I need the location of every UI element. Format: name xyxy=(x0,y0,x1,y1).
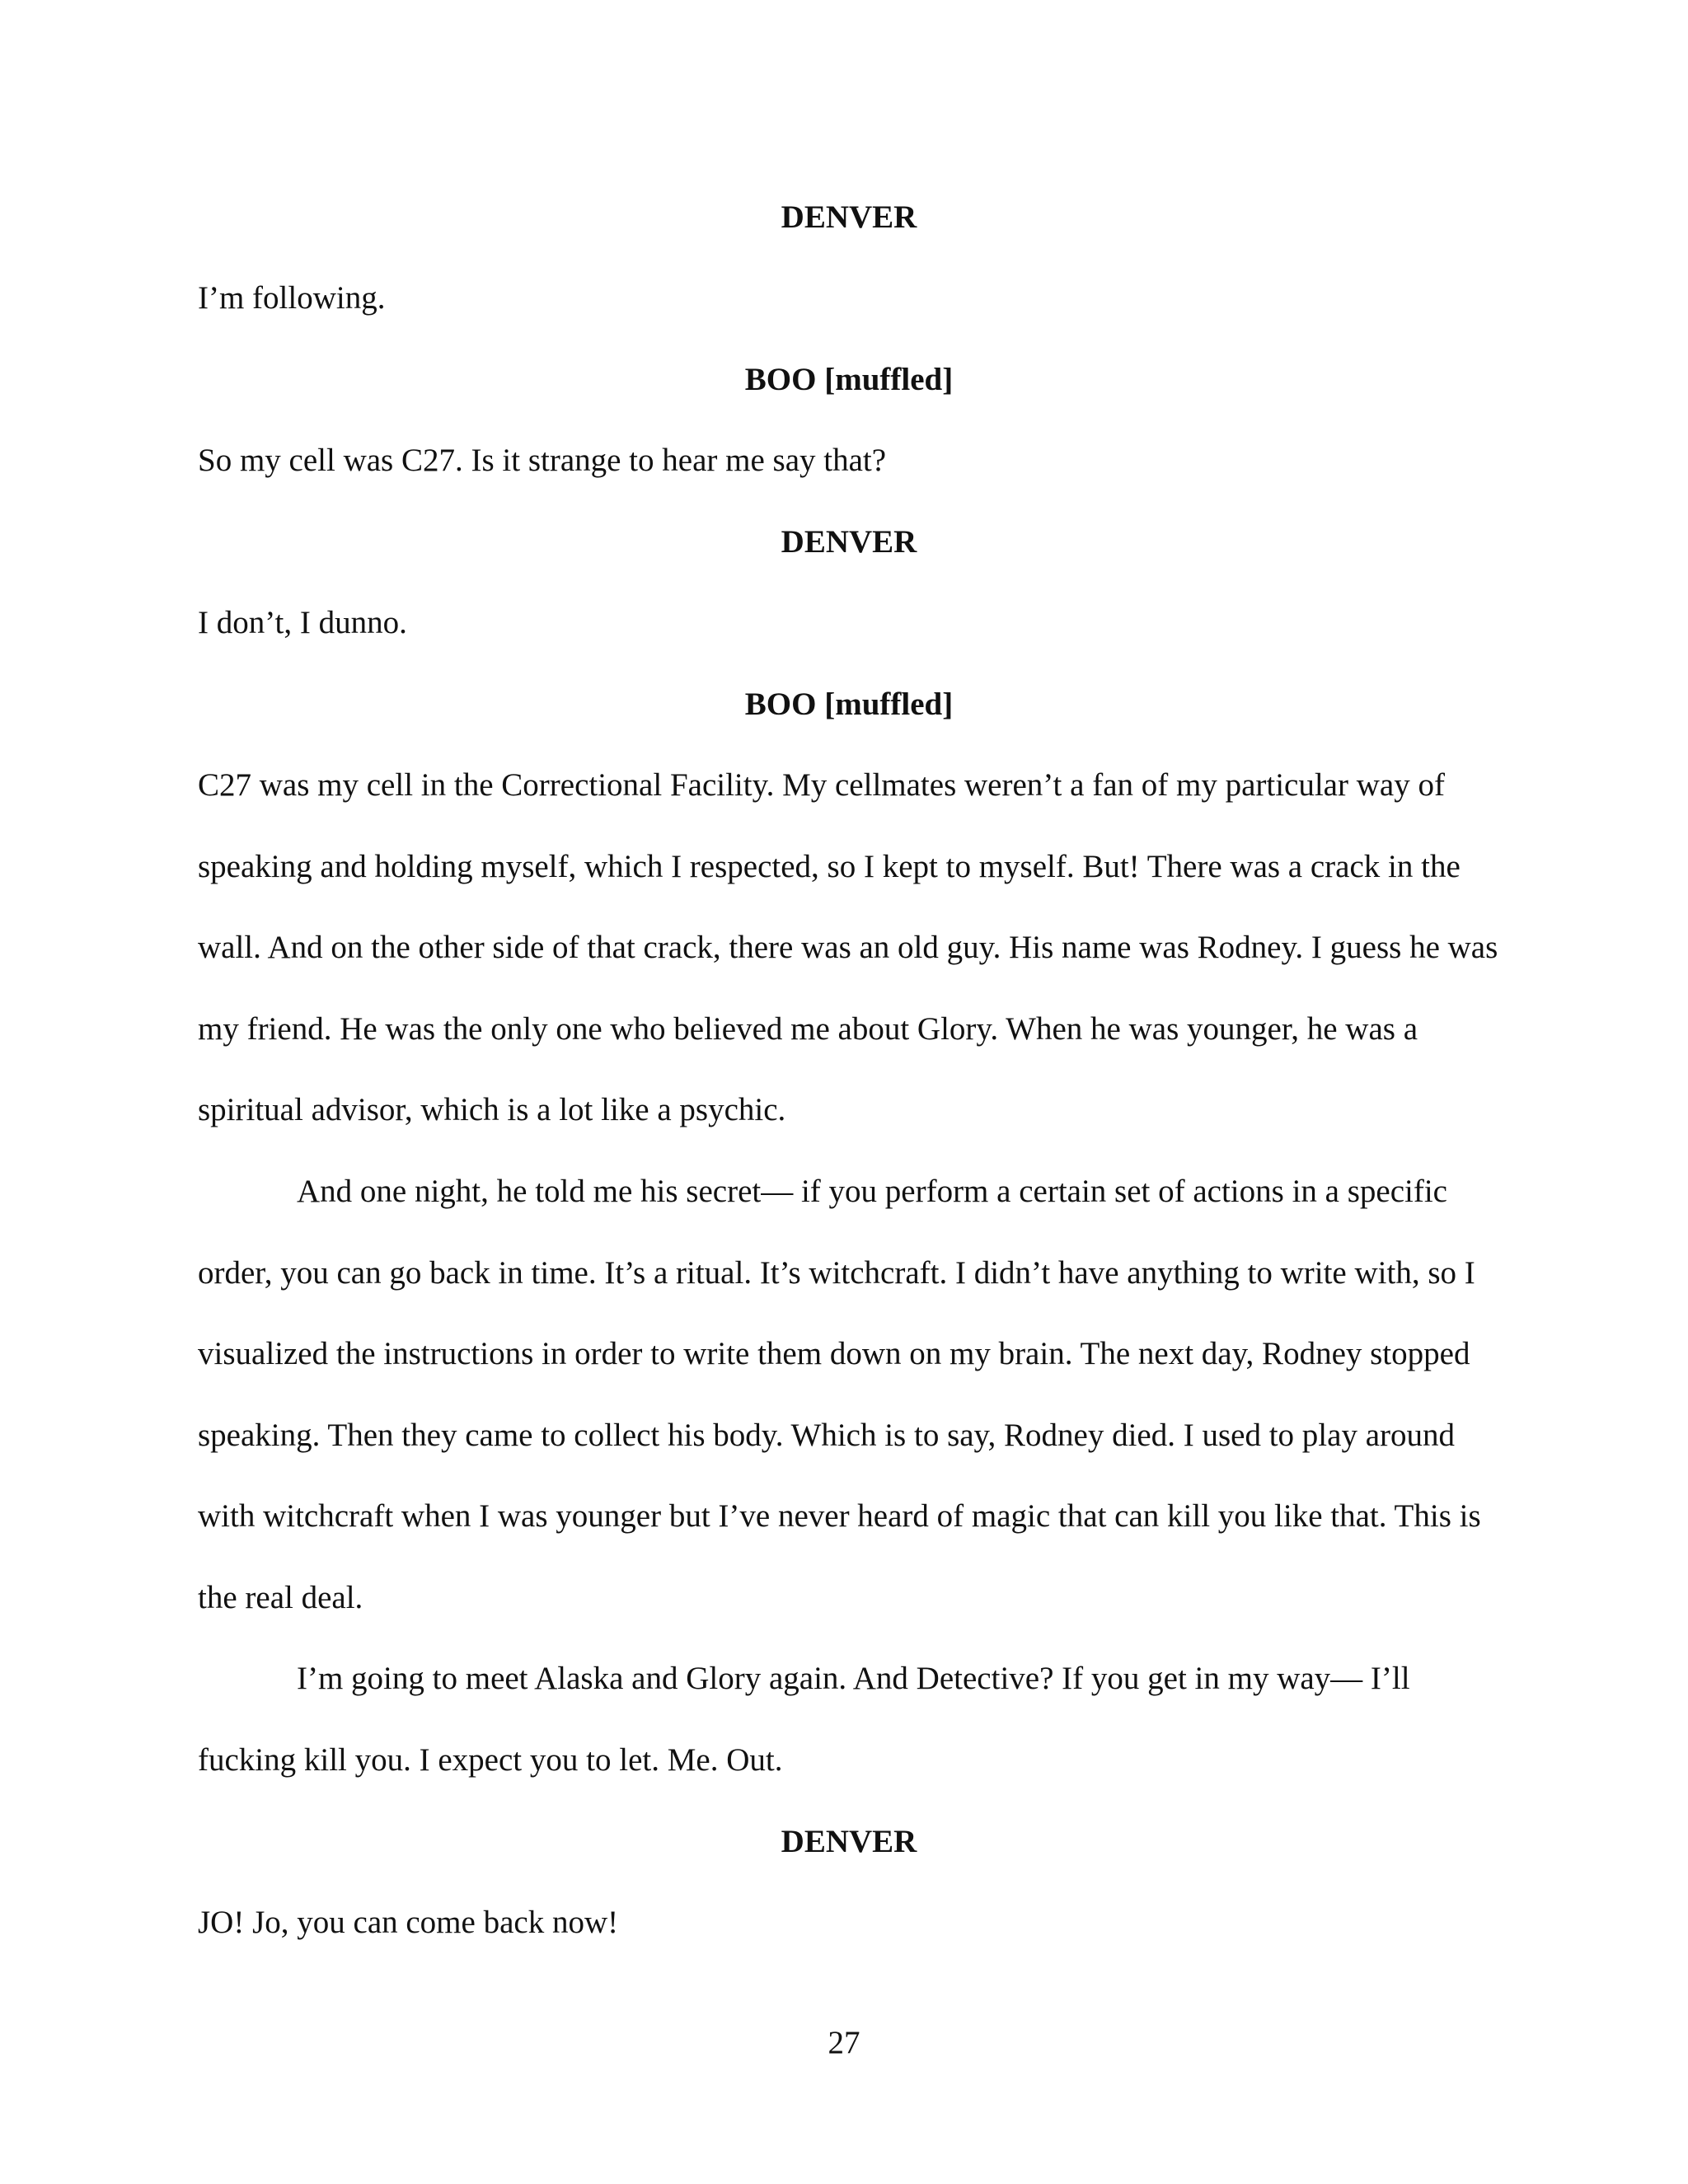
speaker-boo: BOO [muffled] xyxy=(744,362,954,397)
dialogue-line: JO! Jo, you can come back now! xyxy=(198,1905,619,1940)
dialogue-line: I’m following. xyxy=(198,280,386,316)
speaker-denver: DENVER xyxy=(781,1824,917,1859)
dialogue-paragraph: And one night, he told me his secret— if you perform a certain set of actions in a specific order, you can go back in time. It’s a ritual. It’s witchcraft. I didn’t have anything to write with, so I visualized the instructions in order to write them down on my brain. The next day, Rodney stopped speaking. Then they came to collect his body. Which is to say, Rodney died. I used to play around with witchcraft when I was younger but I’ve never heard of magic that can kill you like that. This is the real deal. xyxy=(198,1174,1481,1615)
dialogue-paragraph: I’m going to meet Alaska and Glory again. And Detective? If you get in my way— I’ll fucking kill you. I expect you to let. Me. Out. xyxy=(198,1661,1410,1778)
speaker-denver: DENVER xyxy=(781,524,917,560)
dialogue-line: So my cell was C27. Is it strange to hear me say that? xyxy=(198,443,887,478)
speaker-boo: BOO [muffled] xyxy=(744,687,954,722)
speaker-denver: DENVER xyxy=(781,199,917,235)
page-number: 27 xyxy=(828,2025,860,2060)
dialogue-line: I don’t, I dunno. xyxy=(198,605,407,640)
dialogue-paragraph: C27 was my cell in the Correctional Facility. My cellmates weren’t a fan of my particular way of speaking and holding myself, which I respected, so I kept to myself. But! There was a crack in the wall. And on the other side of that crack, there was an old guy. His name was Rodney. I guess he was my friend. He was the only one who believed me about Glory. When he was younger, he was a spiritual advisor, which is a lot like a psychic. xyxy=(198,767,1498,1128)
